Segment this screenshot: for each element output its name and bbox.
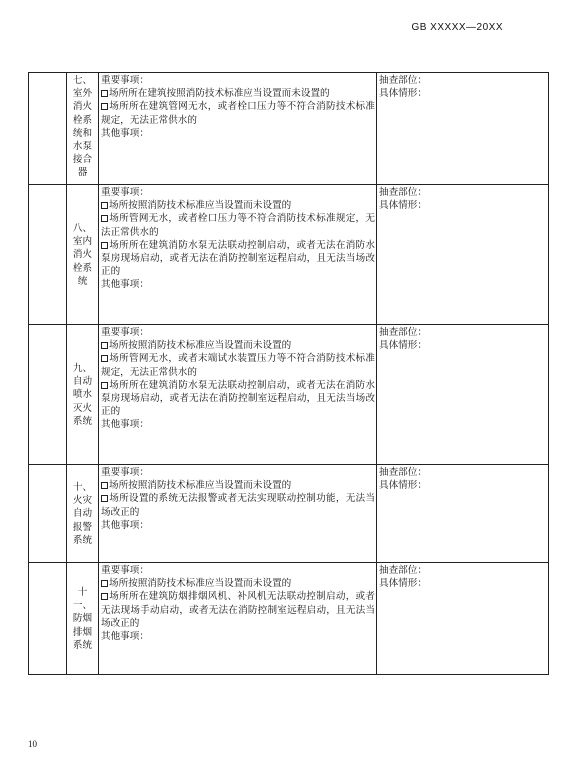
check-item-text: 场所设置的系统无法报警或者无法实现联动控制功能，无法当场改正的: [101, 493, 375, 518]
table-row: [29, 325, 549, 465]
items-cell: [99, 465, 377, 563]
key-items-label: 重要事项：: [101, 467, 149, 478]
details-label: 具体情形：: [379, 340, 427, 352]
check-item: [101, 352, 375, 378]
check-item: [101, 239, 375, 279]
check-item-text: 场所按照消防技术标准应当设置而未设置的: [109, 480, 292, 492]
checkbox-icon[interactable]: [101, 215, 108, 222]
check-item: [101, 379, 375, 419]
check-item-text: 场所所在建筑消防水泵无法联动控制启动，或者无法在消防水泵房现场启动，或者无法在消防控制室远程启动，且无法当场改正的: [101, 239, 375, 278]
category-label: 十、火灾自动报警系统: [67, 465, 99, 563]
checkbox-icon[interactable]: [101, 202, 108, 209]
check-item: [101, 479, 375, 492]
table-row: [29, 465, 549, 563]
check-item: [101, 339, 375, 352]
check-item-text: 场所按照消防技术标准应当设置而未设置的: [109, 578, 292, 590]
check-item: [101, 577, 375, 590]
checkbox-icon[interactable]: [101, 355, 108, 362]
key-items-label: 重要事项：: [101, 565, 149, 576]
key-items-label: 重要事项：: [101, 187, 149, 198]
check-item-text: 场所管网无水，或者栓口压力等不符合消防技术标准规定，无法正常供水的: [101, 213, 375, 238]
key-items-label: 重要事项：: [101, 75, 149, 86]
check-location-label: 抽查部位：: [379, 565, 427, 576]
check-location-label: 抽查部位：: [379, 75, 427, 86]
check-item-text: 场所按照消防技术标准应当设置而未设置的: [109, 340, 292, 352]
check-location-label: 抽查部位：: [379, 327, 427, 338]
key-items-label: 重要事项：: [101, 327, 149, 338]
check-item-text: 场所按照消防技术标准应当设置而未设置的: [109, 200, 292, 212]
check-item: [101, 87, 375, 100]
category-label: 九、自动喷水灭火系统: [67, 325, 99, 465]
items-cell: [99, 73, 377, 185]
empty-cell: [29, 325, 67, 465]
check-item: [101, 100, 375, 126]
inspection-notes-cell: [377, 563, 549, 675]
inspection-notes-cell: [377, 325, 549, 465]
checkbox-icon[interactable]: [101, 342, 108, 349]
page-number: 10: [28, 739, 37, 749]
details-label: 具体情形：: [379, 480, 427, 492]
empty-cell: [29, 73, 67, 185]
table-row: [29, 563, 549, 675]
check-item: [101, 212, 375, 238]
check-item-text: 场所所在建筑按照消防技术标准应当设置而未设置的: [109, 88, 330, 100]
category-label: 八、室内消火栓系统: [67, 185, 99, 325]
category-label: 七、室外消火栓系统和水泵接合器: [67, 73, 99, 185]
check-item: [101, 199, 375, 212]
check-location-label: 抽查部位：: [379, 467, 427, 478]
checkbox-icon[interactable]: [101, 382, 108, 389]
inspection-notes-cell: [377, 185, 549, 325]
checkbox-icon[interactable]: [101, 593, 108, 600]
inspection-notes-cell: [377, 465, 549, 563]
check-item-text: 场所所在建筑管网无水，或者栓口压力等不符合消防技术标准规定，无法正常供水的: [101, 101, 375, 126]
empty-cell: [29, 185, 67, 325]
checkbox-icon[interactable]: [101, 580, 108, 587]
table-row: [29, 73, 549, 185]
check-location-label: 抽查部位：: [379, 187, 427, 198]
other-items-label: 其他事项：: [101, 127, 149, 139]
other-items-label: 其他事项：: [101, 279, 149, 291]
table-row: [29, 185, 549, 325]
details-label: 具体情形：: [379, 88, 427, 100]
empty-cell: [29, 563, 67, 675]
checkbox-icon[interactable]: [101, 242, 108, 249]
items-cell: [99, 185, 377, 325]
items-cell: [99, 563, 377, 675]
check-item-text: 场所所在建筑防烟排烟风机、补风机无法联动控制启动，或者无法现场手动启动，或者无法在消防控制室远程启动，且无法当场改正的: [101, 591, 375, 629]
other-items-label: 其他事项：: [101, 519, 149, 531]
inspection-table: [28, 72, 549, 675]
check-item-text: 场所管网无水，或者末端试水装置压力等不符合消防技术标准规定，无法正常供水的: [101, 353, 375, 378]
check-item-text: 场所所在建筑消防水泵无法联动控制启动，或者无法在消防水泵房现场启动，或者无法在消防控制室远程启动，且无法当场改正的: [101, 379, 375, 418]
checkbox-icon[interactable]: [101, 103, 108, 110]
checkbox-icon[interactable]: [101, 482, 108, 489]
check-item: [101, 590, 375, 630]
empty-cell: [29, 465, 67, 563]
check-item: [101, 492, 375, 518]
items-cell: [99, 325, 377, 465]
standard-code: GB XXXXX—20XX: [411, 22, 503, 33]
checkbox-icon[interactable]: [101, 90, 108, 97]
category-label: 十一、防烟排烟系统: [67, 563, 99, 675]
checkbox-icon[interactable]: [101, 495, 108, 502]
inspection-notes-cell: [377, 73, 549, 185]
other-items-label: 其他事项：: [101, 419, 149, 431]
details-label: 具体情形：: [379, 578, 427, 590]
details-label: 具体情形：: [379, 200, 427, 212]
other-items-label: 其他事项：: [101, 631, 149, 643]
